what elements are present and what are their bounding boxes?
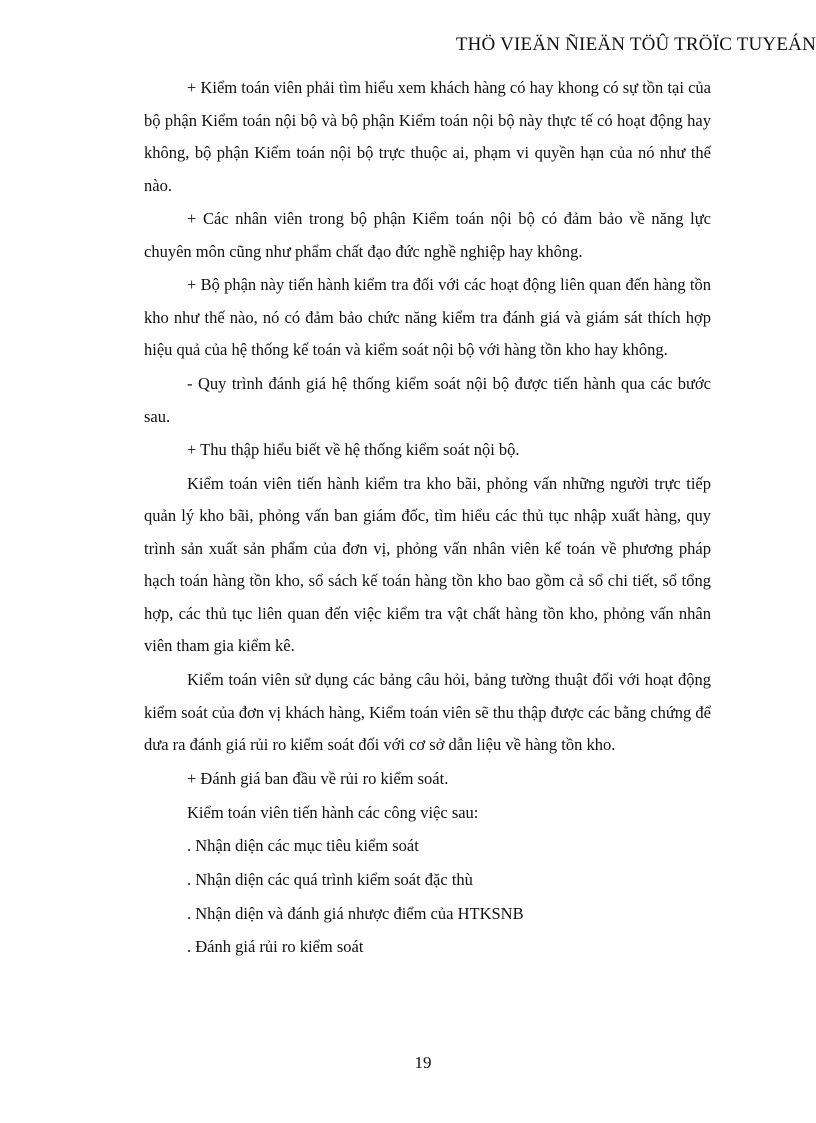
- paragraph: - Quy trình đánh giá hệ thống kiểm soát nội bộ được tiến hành qua các bước sau.: [144, 374, 711, 426]
- paragraph: Kiểm toán viên sử dụng các bảng câu hỏi, bảng tường thuật đối với hoạt động kiểm soát của đơn vị khách hàng, Kiểm toán viên sẽ thu thập được các bằng chứng để dưa ra đánh giá rủi ro kiểm soát đối với cơ sở dẫn liệu về hàng tồn kho.: [144, 670, 711, 755]
- page-number: 19: [414, 1053, 432, 1072]
- paragraph: + Kiểm toán viên phải tìm hiểu xem khách hàng có hay khong có sự tồn tại của bộ phận Kiểm toán nội bộ và bộ phận Kiểm toán nội bộ này thực tế có hoạt động hay không, bộ phận Kiểm toán nội bộ trực thuộc ai, phạm vi quyền hạn của nó như thế nào.: [144, 78, 711, 195]
- document-body: [144, 72, 711, 965]
- paragraph: + Bộ phận này tiến hành kiểm tra đối với các hoạt động liên quan đến hàng tồn kho như thế nào, nó có đảm bảo chức năng kiểm tra đánh giá và giám sát thích hợp hiệu quả của hệ thống kế toán và kiểm soát nội bộ với hàng tồn kho hay không.: [144, 275, 711, 360]
- paragraph: Kiểm toán viên tiến hành kiểm tra kho bãi, phỏng vấn những người trực tiếp quản lý kho bãi, phỏng vấn ban giám đốc, tìm hiểu các thủ tục nhập xuất hàng, quy trình sản xuất sản phẩm của đơn vị, phỏng vấn nhân viên kế toán về phương pháp hạch toán hàng tồn kho, sổ sách kế toán hàng tồn kho bao gồm cả sổ chi tiết, sổ tổng hợp, các thủ tục liên quan đến việc kiểm tra vật chất hàng tồn kho, phỏng vấn nhân viên tham gia kiểm kê.: [144, 473, 711, 656]
- list-item: . Nhận diện các quá trình kiểm soát đặc thù: [187, 869, 473, 889]
- list-item: . Nhận diện các mục tiêu kiểm soát: [187, 836, 419, 856]
- list-item: . Nhận diện và đánh giá nhược điểm của HTKSNB: [187, 903, 524, 923]
- paragraph: + Đánh giá ban đầu về rủi ro kiểm soát.: [187, 768, 449, 788]
- paragraph: Kiểm toán viên tiến hành các công việc sau:: [187, 802, 479, 822]
- paragraph: + Các nhân viên trong bộ phận Kiểm toán nội bộ có đảm bảo về năng lực chuyên môn cũng như phẩm chất đạo đức nghề nghiệp hay không.: [144, 209, 711, 261]
- library-header: THÖ VIEÄN ÑIEÄN TÖÛ TRÖÏC TUYEÁN: [455, 34, 816, 55]
- list-item: . Đánh giá rủi ro kiểm soát: [187, 937, 364, 957]
- paragraph: + Thu thập hiểu biết về hệ thống kiểm soát nội bộ.: [187, 440, 520, 460]
